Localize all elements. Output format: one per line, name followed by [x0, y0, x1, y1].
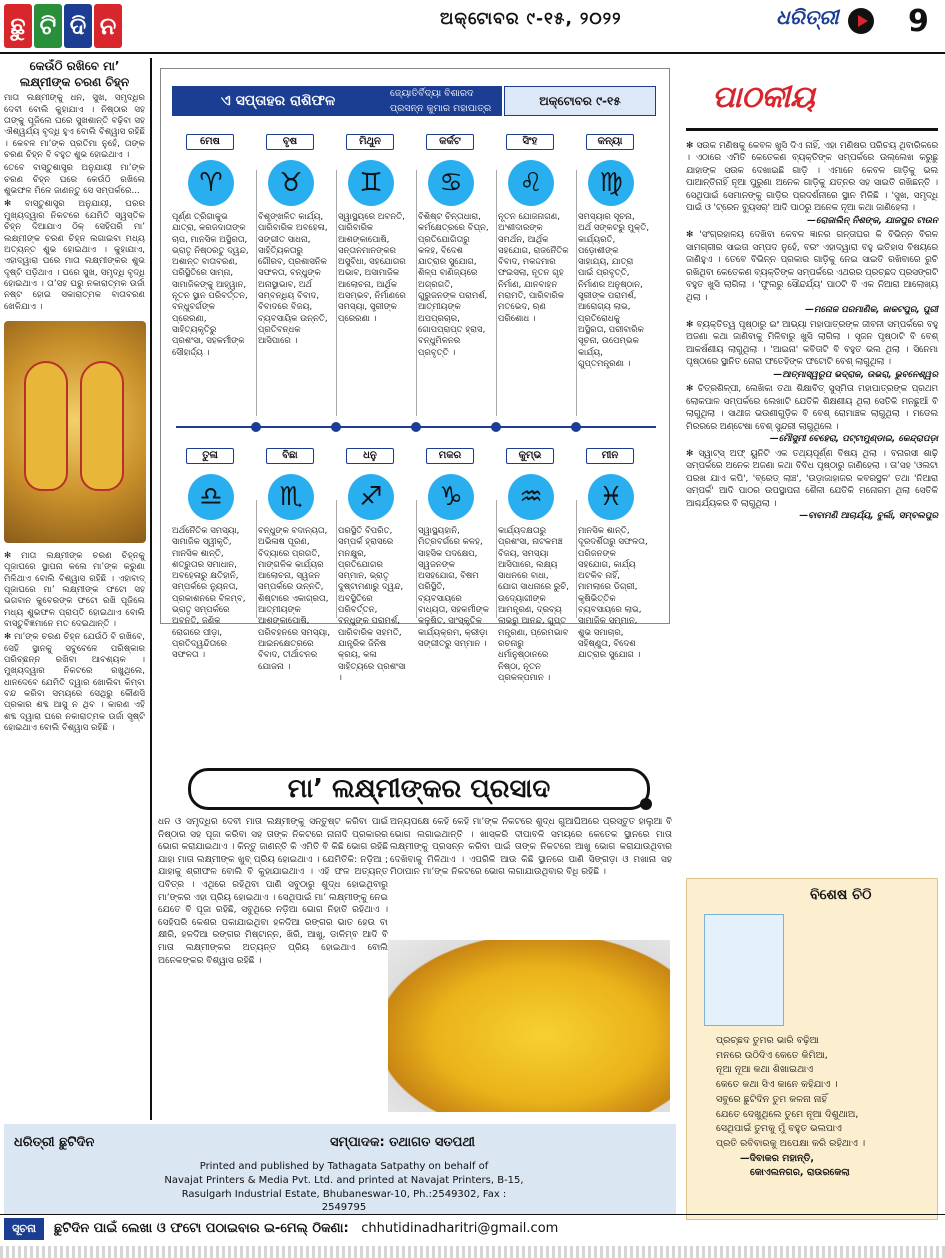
notice-label: ସୂଚନା [4, 1218, 44, 1240]
poem-line: ସବୁରେ ଛୁଟିଦିନ ତୁମ କଳନା ନାହିଁ [716, 1093, 827, 1105]
left-article-para: ✻ ମାତା ଲକ୍ଷ୍ମୀଙ୍କ ଚରଣ ଚିହ୍ନକୁ ପୂଜାଘରେ ସ୍ଥାପନା କଲେ ମା’ଙ୍କ କରୁଣା ମିଳିଥାଏ ବୋଲି ବିଶ୍ୱାସ ରହିଛି । ଏହାବାଦ୍ ପୂଜାଘରେ ମା’ ଲକ୍ଷ୍ମୀଙ୍କ ଫଟୋ ସହ ଭଗବାନ କୁବେରଙ୍କ ଫଟୋ ରଖି ପୂଜିଲେ ମଧ୍ୟ ଶୁଭଫଳ ପ୍ରାପ୍ତି ହୋଇଥାଏ ବୋଲି ବାସ୍ତୁବିଜ୍ଞମାନେ ମତ ଦେଇଥାନ୍ତି । [4, 550, 145, 629]
left-foot-shape [24, 361, 68, 491]
title-dot [640, 798, 652, 810]
dharitri-logo: ଧରିତ୍ରୀ [776, 5, 839, 29]
sign-dhanu [332, 448, 412, 684]
author-line: ପ୍ରସନ୍ନ କୁମାର ମହାପାତ୍ର [390, 103, 492, 114]
sign-forecast: ସମସ୍ୟାର ସୂଚନା, ଅର୍ଥ ସଙ୍କଟରୁ ମୁକ୍ତି, କାର୍ଯ୍ୟରତି, ପଡ଼ୋଶୀଙ୍କ ସାହାଯ୍ୟ, ଯାତ୍ରା ପାଇଁ ପ୍ରବୃତ୍ତି, ନିର୍ମାଣର ଅନୁଷ୍ଠାନ, ସ୍ତ୍ରୀଙ୍କ ପରାମର୍ଶ, ଆରୋଗ୍ୟ ଲାଭ, ପ୍ରତିରୋଧକୁ ଅସ୍ଥିରତା, ପରୀବାରିକ ସୂଚନା, ଉପେମ୍ଭକ କାର୍ଯ୍ୟ, ଗୁପ୍ତମନ୍ତ୍ରଣା । [578, 212, 650, 369]
sign-forecast: ମାନସିକ ଶାନ୍ତି, ଦୂରଦର୍ଶିତାରୁ ସଫଳତା, ପରିଜନଙ୍କ ସହଯୋଗ, କାର୍ଯ୍ୟ ଅଟକିବ ନାହିଁ, ମାମଲାରେ ଡିଗ୍ରୀ, କୃଷିଭିତ୍ତିକ ବ୍ୟବସାୟରେ ଲାଭ, ସାମାଜିକ ସମ୍ମାନ, ଶୁଭ ସମାଚାର, ସହିଷ୍ଣୁତା, ବିଦେଶ ଯାତ୍ରାର ସୁଯୋଗ । [578, 526, 648, 661]
notice-text [54, 1220, 558, 1237]
prasad-column-2: ଅନ୍ୟପକ୍ଷେ କେହି କେହି ମା’ଙ୍କ ନିକଟରେ ଶୁଦ୍ଧ ଗୁଆଘିଅରେ ପ୍ରସ୍ତୁତ ହାଲୁଆ ବି ଭୋଗ ଲଗାଇଥାନ୍ତି । ଖାସ୍‌କରି ଦୀପାବଳି ସମୟରେ କେତେକ ସ୍ଥାନରେ ମାତା ଲକ୍ଷ୍ମୀଙ୍କୁ ପ୍ରସନ୍ନ କରିବା ପାଇଁ ତାଙ୍କ ନିକଟରେ ଆଖୁ ଭୋଗ କରାଯାଉଥିବାର ଦେଖିବାକୁ ମିଳିଥାଏ । ଏପରିକି ଆଉ କିଛି ସ୍ଥାନରେ ପାଣି ସିଙ୍ଗଡ଼ା ଓ ମଖାନା ସହ ମିଠାପାନ ମା’ଙ୍କ ନିକଟରେ ଭୋଗ ଲଗାଯାଉଥିବାର ବିଧି ରହିଛି । [390, 817, 672, 878]
poem-line: କେତେ କଥା ସିଏ କାନେ କହିଯାଏ । [716, 1079, 838, 1091]
divider-dot [411, 422, 421, 432]
archer-icon: ♐ [348, 474, 394, 520]
sign-name: ଧନୁ [346, 448, 394, 464]
sign-mesha [172, 134, 252, 359]
sign-forecast: ଅର୍ଥନୈତିକ ସମସ୍ୟା, ସାମାଜିକ ସ୍ୱୀକୃତି, ମାନସିକ ଶାନ୍ତି, ଶତ୍ରୁତାର ସମାଧାନ, ଅବହେଳାରୁ କ୍ଷତିହାନି, ସମ୍ପର୍କରେ ନ୍ୟୁନତା, ପ୍ରକାଶନରେ ବିଳମ୍ବ, ଭ୍ରାତୃ ସମ୍ପର୍କରେ ଅବନତି, ଜଣିକ ରୋଗରେ ପୀଡ଼ା, ପ୍ରତିଦ୍ୱନ୍ଦିତାରେ ସଫଳତା । [172, 526, 246, 661]
sign-karkata [412, 134, 492, 359]
letter-signature: —ରୋଜାଲିନ୍ ନିଶଙ୍କ, ଯାଜପୁର ଟାଉନ [807, 215, 938, 226]
left-article [4, 58, 152, 1120]
imprint-line: Navajat Printers & Media Pvt. Ltd. and printed at Navajat Printers, B-15, [164, 1174, 524, 1186]
divider-dot [491, 422, 501, 432]
horoscope-header [160, 80, 670, 120]
ram-icon: ♈ [188, 160, 234, 206]
left-article-para: ✻ ମା’ଙ୍କ ଚରଣ ଚିହ୍ନ ଯେଉଁଠି ବି ରଖିବେ, ସେହି ସ୍ଥାନକୁ ସବୁବେଳେ ପରିଷ୍କାର ପରିଚ୍ଛନ୍ନ ରଖିବା ଆବଶ୍ୟକ । ମୁଖ୍ୟଦ୍ୱାର ନିକଟରେ ରଖୁଥିଲେ, ଧାନଦେବେ ଯେମିତି ଦ୍ୱାର ଖୋଲିବା କିମ୍ବା ବନ୍ଦ କରିବା ସମୟରେ ସେଥିରୁ କୌଣସି ପ୍ରକାର ଶବ୍ଦ ଆସୁ ନ ଥିବ । କାରଣ ଏହି ଶବ୍ଦ ଦ୍ୱାରା ଘରେ ନକାରାତ୍ମକ ଉର୍ଜା ସୃଷ୍ଟି ହୋଇଥାଏ ବୋଲି ବିଶ୍ୱାସ ରହିଛି । [4, 632, 145, 734]
bull-icon: ♉ [268, 160, 314, 206]
issue-date: ଅକ୍ଟୋବର ୯-୧୫, ୨୦୨୨ [440, 9, 622, 29]
sign-forecast: ବିଶୃଙ୍ଖଳିତ କାର୍ଯ୍ୟ, ପାରିବାରିକ ଅବହେଳା, ସଙ୍ଗୀତ ସାଧନା, ସାହିତ୍ୟିକତାରୁ ଗୌରବ, ପ୍ରଶାସନିକ ସଫଳତା, ବନ୍ଧୁଙ୍କ ଅନାସ୍ଥାଭାବ, ଅର୍ଥ ସମ୍ବନ୍ଧିୟ ବିବାଦ, ବିବାଦରେ ବିଜୟ, ବ୍ୟବସାୟିକ ଉନ୍ନତି, ପ୍ରତିବନ୍ଧକ ଆସିପାରେ । [258, 212, 328, 347]
special-letter-poem [716, 1034, 938, 1181]
poem-line: ପ୍ରଚ୍ଛଦ ତୁମର ଭାରି ବଢ଼ିଆ [716, 1035, 819, 1046]
author-line: ଜ୍ୟୋତିର୍ବିଦ୍ୟା ବିଶାରଦ [390, 88, 474, 99]
sign-name: ମିଥୁନ [346, 134, 394, 150]
letter-text: ✻ ସଉକ ମଣିଷକୁ କେବଳ ଖୁସି ଦିଏ ନାହିଁ, ଏହା ମଣିଷର ପରିଚୟ ଥିବାରିକରେ । ଏଠାରେ ଏମିତି କେତେକଣ ବ୍ୟକ୍ତିଙ୍କ ସମ୍ପର୍କରେ ଉଲ୍ଲେଖ କରୁଛୁ ଯାହାଙ୍କ ସଉକ ଦେଖାଇଛି ଗାଡ଼ି । ଏମାନେ କେବଳ ଗାଡ଼ିକୁ ଭଲ ପାଆନ୍ତିନାହିଁ ନୂଆ ପୁରୁଣା ଅନେକ ଗାଡ଼ିକୁ ଯତ୍ନର ସହ ସାଇତି ରଖିଛନ୍ତି । ସେଥିପାଇଁ ସେମାନଙ୍କୁ ଗାଡ଼ିର ପ୍ରଦର୍ଶନୀରେ ସ୍ଥାନ ମିଳିଛି । 'ସୁଖ, ସମୃଦ୍ଧି ପାଇଁ ଓ 'ଟ୍ରେନ ବ୍ୟୁସର୍' ଆଦି ପାଠରୁ ଅନେକ ନୂଆ କଥା ଜାଣିହେଲା । [686, 141, 938, 214]
lakshmi-feet-image [4, 321, 146, 543]
horoscope-date: ଅକ୍ଟୋବର ୯-୧୫ [504, 86, 656, 116]
sign-tula [172, 448, 252, 662]
readers-letters [686, 140, 938, 525]
sign-brusha [252, 134, 332, 348]
sign-name: ମକର [426, 448, 474, 464]
scales-icon: ♎ [188, 474, 234, 520]
sign-name: କର୍କଟ [426, 134, 474, 150]
left-article-para: ମାତା ଲକ୍ଷ୍ମୀଙ୍କୁ ଧନ, ସୁଖ, ସମୃଦ୍ଧିର ଦେବୀ ବୋଲି କୁହାଯାଏ । ନିଷ୍ଠାର ସହ ତାଙ୍କୁ ପୂଜିଲେ ଘରେ ସୁଖଶାନ୍ତି ବଢ଼ିବା ସହ ଐଶ୍ୱର୍ଯ୍ୟ ବୃଦ୍ଧି ହୁଏ ବୋଲି ବିଶ୍ୱାସ ରହିଛି । କେବଳ ମା’ଙ୍କ ପ୍ରତିମା ନୁହେଁ, ତାଙ୍କ ଚରଣ ଚିହ୍ନ ବି ବହୁତ ଶୁଭ ହୋଇଥାଏ । [4, 93, 145, 161]
horoscope-author [384, 86, 502, 116]
left-article-title: କେଉଁଠି ରଖିବେ ମା’ ଲକ୍ଷ୍ମୀଙ୍କ ଚରଣ ଚିହ୍ନ [19, 59, 130, 90]
special-letter-title: ବିଶେଷ ଚିଠି [810, 887, 872, 903]
page-number: 9 [908, 4, 929, 39]
letter-text: ✻ ସ୍ୱାଟ୍ସ୍ ଅଫ୍ ୟୁନିଟି ଏକ ତଥ୍ୟପୂର୍ଣ୍ଣ ବିଷୟ ଥିଲା । ବନାରସୀ ଶାଢ଼ି ସମ୍ପର୍କରେ ଅନେକ ଅଜଣା କଥା ବିବିଧ ପୃଷ୍ଠାରୁ ଜାଣିହେଲା । ତା’ସହ 'ଓଲଟା ପରଖ ଯାଏ କପି', 'ବ୍ରେଡ୍ ଲାଞ୍ଚ', 'ଉଡ଼ାଜାହାଜର କବରସ୍ଥଳ' ତଥା 'ନିଆରା ସମ୍ପର୍କ' ଆଦି ପାଠର ଉପସ୍ଥାପନା ଶୈଳୀ ଯେତିକି ମନୋରମ ଥିଲା ସେତିକି ଆଶ୍ଚର୍ଯ୍ୟକର ବି ଲାଗୁଥିଲା । [686, 448, 938, 509]
letter-text: ✻ ଚିତ୍ରଶିଳ୍ପୀ, ଲେଖିକା ତଥା ଶିକ୍ଷାବିତ୍ ସୁସ୍ମିତା ମହାପାତ୍ରଙ୍କ ପ୍ରଥମ ଲୋକପାଳ ସମ୍ପର୍କରେ ଲେଖାଟି ଯେତିକି ଶିକ୍ଷଣୀୟ ଥିଲା ସେତିକି ମନଛୁଆଁ ବି ଲାଗୁଥିଲା । ସାଥୀଜ ଭଉଣୀଗୁଡ଼ିକ ବି ବେଶ୍ ରୋମାଞ୍ଚକ ଲାଗୁଥିଲା । ମଡେଲ ମିରରରେ ଅଣ୍ଟେଷା ବେଶ୍ ସୁନ୍ଦରୀ ଲାଗୁଥିଲେ । [686, 384, 938, 432]
letter-text: ✻ 'ସଂଗ୍ରହାଳୟ ଦେଖିବା କେବଳ ଜ୍ଞାନର ଗନ୍ତାଘର କି ବିଭିନ୍ନ ବିରଳ ସାମଗ୍ରୀର ସାଇତା ସମ୍ପଦ ନୁହେଁ, ବରଂ ଏହାଦ୍ୱାରା ବହୁ ଇତିହାସ ବିଷୟରେ ଜାଣିହୁଏ । ତେବେ ବିଭିନ୍ନ ପ୍ରକାର ଗାଡ଼ିକୁ ନେଇ ସାଇତି ରଖିବାରେ ରୁଚି ରଖିଥିବା କେତେକଣ ବ୍ୟକ୍ତିଙ୍କ ସମ୍ପର୍କରେ ଏଥରର ପ୍ରଚ୍ଛଦ ପ୍ରସଙ୍ଗଟି ବହୁତ ଖୁସି ଲାଗିଲା । 'ଫୁଲରୁ ସୌନ୍ଦର୍ଯ୍ୟ' ପାଠଟି ବି ଏକ ନିଆରା ଆଲୋଖ୍ୟ ଥିଲା । [686, 230, 938, 303]
prasad-title: ମା’ ଲକ୍ଷ୍ମୀଙ୍କର ପ୍ରସାଦ [188, 768, 650, 810]
fish-icon: ♓ [588, 474, 634, 520]
sign-name: କନ୍ୟା [586, 134, 634, 150]
imprint-text [164, 1160, 524, 1215]
sign-forecast: ବିଶିଷ୍ଟ ଚିନ୍ତାଧାରା, କର୍ମକ୍ଷେତ୍ରରେ ବିଘ୍ନ, ପ୍ରତିଯୋଗିତାରୁ କଳହ, ବିଦେଶ ଯାତ୍ରାର ସୁଯୋଗ, ଶିଳ୍ପ ବାଣିଜ୍ୟରେ ଅଗ୍ରଗତି, ଗୁରୁଜନଙ୍କ ପରାମର୍ଶ, ଆତ୍ମୀୟଙ୍କ ଅପପ୍ରଚାର, ଗୋପପ୍ରାପ୍ତ ହ୍ରାସ, ବନ୍ଧୁମିଳନର ପ୍ରବୃତ୍ତି । [418, 212, 489, 358]
sign-mithuna [332, 134, 412, 325]
poem-signature: —ଦିବାକର ମହାନ୍ତି, [740, 1152, 814, 1164]
brand-letter: ଟି [34, 4, 62, 48]
sign-name: କୁମ୍ଭ [506, 448, 554, 464]
sign-forecast: ସ୍ୱାସ୍ଥ୍ୟହାନି, ମିତ୍ରବର୍ଗରେ କଳହ, ସାହସିକ ପଦକ୍ଷେପ, ସ୍ୱଜନଙ୍କ ଅସହଯୋଗ, ବିଷମ ପରିସ୍ଥିତି, ବ୍ୟବସାୟରେ ବାଧ୍ୟତା, ସହକର୍ମୀଙ୍କ କଳୁଷିତ, ସାଂସ୍କୃତିକ କାର୍ଯ୍ୟକ୍ରମ, କ୍ରୀଡ଼ା ସଙ୍ଗୀତରୁ ସମ୍ମାନ । [418, 526, 489, 649]
left-article-para: ତେବେ ବାସ୍ତୁଶାସ୍ତ୍ର ଅନୁଯାୟୀ ମା’ଙ୍କ ଚରଣ ଚିହ୍ନ ଘରେ କେଉଁଠି ରଖିଲେ ଶୁଭଫଳ ମିଳେ ଜାଣନ୍ତୁ ସେ ସମ୍ପର୍କରେ... [4, 163, 145, 197]
imprint-line: Printed and published by Tathagata Satpathy on behalf of [199, 1161, 489, 1172]
sign-forecast: ପରସ୍ଥିତି ବିପରିତ, ସମ୍ପର୍କ ହ୍ରାସରେ ମନକ୍ଷୁର, ପ୍ରତିଯୋଗର ସମ୍ମାନ, ଭ୍ରାତୃ ଦୁଷ୍ଟାମଣାରୁ ଦ୍ୱନ୍ଦ, ଅବସ୍ଥିତିରେ ପରିବର୍ତ୍ତନ, ବନ୍ଧୁଙ୍କ ପରାମର୍ଶ, ପାରିବାରିକ ସହମତି, ଯାନ୍ତ୍ରିକ ଜିନିଷ କ୍ରୟ, କଳା ସାହିତ୍ୟରେ ପ୍ରଶଂସା । [338, 526, 406, 683]
letter-text: ✻ ବ୍ୟକ୍ତିତ୍ୱ ପୃଷ୍ଠାରୁ ଇଂ ଆଭ୍ୟା ମହାପାତ୍ରଙ୍କ ଜୀବନୀ ସମ୍ପର୍କରେ ବହୁ ଅଜଣା କଥା ଜାଣିବାକୁ ମିଳିବାରୁ ଖୁସି ଲାଗିଲା । ସୃଜନ ପୃଷ୍ଠାଟି ବି ବେଶ୍ ଆକର୍ଷଣୀୟ ଲାଗୁଥିଲା । 'ଆଇନା' କବିତାଟି ବି ବହୁତ ଭଲ ଥିଲା । ସିନେମା ପୃଷ୍ଠାରେ ସ୍ଥାନିତ ନୋରା ଫତେହିଙ୍କ ଫଟୋଟି ବେଶ୍ ଲାଗୁଥିଲା । [686, 319, 938, 368]
maiden-icon: ♍ [588, 160, 634, 206]
contact-email-link[interactable]: chhutidinadharitri@gmail.com [361, 1221, 559, 1236]
divider-dot [251, 422, 261, 432]
poem-line: ମନରେ ଉଠିଦିଏ କେତେ କିମିଆ, [716, 1049, 828, 1061]
crab-icon: ♋ [428, 160, 474, 206]
sign-forecast: କାର୍ଯ୍ୟଦକ୍ଷତାରୁ ପ୍ରଶଂସା, ନାଟକମଞ୍ଚ ବିଜୟ, ସମସ୍ୟା ଆସିପାରେ, ଲକ୍ଷ୍ୟ ସାଧନରେ ବାଧା, ଯୋଗ ସାଧନାରେ ରୁଚି, ଉଦ୍ୟୋଗୀଙ୍କ ଆମନ୍ତ୍ରଣ, ଦ୍ରବ୍ୟ ଲାଭରୁ ଆନନ୍ଦ, ଗୁପ୍ତ ମନ୍ତ୍ରଣା, ପ୍ରେମଭାବ ରଚନାରୁ ଧର୍ମାନୁଷ୍ଠାନରେ ନିଷ୍ଠା, ନୂତନ ପ୍ରକଳ୍ପମାନ । [498, 526, 569, 683]
letter-signature: —ମୌସୁମୀ ବେହେରା, ପଟ୍ଟାମୁଣ୍ଡାଇ, କେନ୍ଦ୍ରାପଡ଼ା [769, 434, 938, 445]
sign-name: ତୁଳା [186, 448, 234, 464]
letter-signature: —ମନୋଜ ପରମାଣିକ, ଜାକଟପୁର, ପୁରୀ [805, 305, 938, 316]
readers-page-title: ପାଠକୀୟ [712, 80, 815, 115]
header-rule [0, 52, 945, 54]
poem-signature-place: କୋଏଲନଗର, ରାଉରକେଲା [750, 1167, 850, 1179]
left-article-para: ✻ ବାସ୍ତୁଶାସ୍ତ୍ର ଅନୁଯାୟୀ, ଘରର ମୁଖ୍ୟଦ୍ୱାର ନିକଟରେ ଯେମିତି ସ୍ୱସ୍ତିକ ଚିହ୍ନ ଦିଆଯାଏ ଠିକ୍ ସେହିପରି ମା’ ଲକ୍ଷ୍ମୀଙ୍କ ଚରଣ ଚିହ୍ନ ଲଗାଇବା ମଧ୍ୟ ଅତ୍ୟନ୍ତ ଶୁଭ ହୋଇଥାଏ । କୁହାଯାଏ, ଏହାଦ୍ୱାରା ଘରେ ମାତା ଲକ୍ଷ୍ମୀଙ୍କର ଶୁଭ ଦୃଷ୍ଟି ପଡ଼ିଥାଏ । ଘରେ ସୁଖ, ସମୃଦ୍ଧି ବୃଦ୍ଧି ହୋଇଥାଏ । ତା’ସହ ଘରୁ ନକାରାତ୍ମକ ଉର୍ଜା ନଷ୍ଟ ହୋଇ ସକାରାତ୍ମକ ବାତାବରଣ ଖେଳିଯାଏ । [4, 199, 145, 312]
scorpion-icon: ♏ [268, 474, 314, 520]
letter-signature: —ଆତ୍ମାସ୍ୱରୂପ ଭଦ୍ରାକ, ଉଭରା, ଭୁବନେଶ୍ୱର [773, 369, 938, 380]
sign-name: ବିଛା [266, 448, 314, 464]
sign-forecast: ପୂର୍ଣ୍ଣ ତ୍ରିଗାକୁଭ ଯାତ୍ରା, କରଜଦାତାଙ୍କ ଚାପ, ମାନସିକ ଅସ୍ଥିରତା, ଭ୍ରାତୃ ନିଷ୍ଠରତୁ ଦ୍ୱନ୍ଦ, ଅଶାନ୍ତ ବାତାବରଣ, ପରିସ୍ଥିତିରେ ସାମ୍ନା, ସାମାଜିକଙ୍କୁ ଆହ୍ୱାନ, ନୂତନ ସ୍ଥାନ ପରିବର୍ତ୍ତନ, ବନ୍ଧୁବର୍ଗଙ୍କ ପ୍ରେରଣା, ସାହିତ୍ୟକୃତିରୁ ପ୍ରଶଂସା, ସହକର୍ମୀଙ୍କ ସୌହାର୍ଦ୍ଦ୍ୟ । [172, 212, 249, 358]
sign-kumbha [492, 448, 572, 684]
goat-icon: ♑ [428, 474, 474, 520]
sign-mina [572, 448, 652, 662]
sign-simha [492, 134, 572, 325]
sign-name: ମୀନ [586, 448, 634, 464]
brand-letter: ଦି [64, 4, 92, 48]
water-bearer-icon: ♒ [508, 474, 554, 520]
sign-name: ବୃଷ [266, 134, 314, 150]
poem-line: ପ୍ରତି ରବିବାରକୁ ଅପେକ୍ଷା କରି ରହିଥାଏ । [716, 1138, 866, 1150]
brand-letter: ନ [94, 4, 122, 48]
sign-bichha [252, 448, 332, 673]
brand-letter: ଛୁ [4, 4, 32, 48]
lion-icon: ♌ [508, 160, 554, 206]
play-icon [848, 8, 874, 34]
bottom-rule [0, 1214, 945, 1215]
divider-dot [571, 422, 581, 432]
sign-name: ମେଷ [186, 134, 234, 150]
poem-line: ଯେତେ ଦେଖୁଥିଲେ ତୁମେ ନୂଆ ଦିଶୁଥାଅ, [716, 1108, 859, 1120]
sign-kanya [572, 134, 652, 370]
horoscope-title: ଏ ସପ୍ତାହର ରାଶିଫଳ [172, 86, 384, 116]
page-bottom-strip [0, 1246, 945, 1258]
readers-rule [686, 128, 938, 131]
sign-name: ସିଂହ [506, 134, 554, 150]
sign-forecast: ନୂତନ ଯୋଜନାଗଣ, ଅଂଶୀଦାରଙ୍କ ସମର୍ଥନ, ଆର୍ଥିକ ସହଯୋଗ, ରାଜନୈତିକ ବିବାଦ, ମକଦ୍ଦମାର ଫଇସଲା, ନୂତନ ଗୃହ ନିର୍ମାଣ, ଯାନବାହନ ମରାମତି, ପାରିବାରିକ ମତଭେଦ, ଋଣ ପରିଶୋଧ । [498, 212, 569, 324]
masthead [0, 0, 945, 52]
right-foot-shape [80, 361, 124, 491]
saffron-rice-image [388, 940, 670, 1112]
poem-line: ନୂଆ ନୂଆ କଥା ଶିଖାଇଥାଏ [716, 1064, 814, 1076]
sign-makara [412, 448, 492, 650]
imprint-line: Rasulgarh Industrial Estate, Bhubaneswar-10, Ph.:2549302, Fax : 2549795 [181, 1188, 507, 1214]
magazine-cover-image [704, 914, 784, 1026]
brand-logo [4, 4, 122, 48]
letter-signature: —ବାବାମଣି ଆଚାର୍ଯ୍ୟ, ବୁର୍ଲା, ସମ୍ବଲପୁର [799, 511, 938, 522]
imprint-editor: ସମ୍ପାଦକ: ତଥାଗତ ସତପଥୀ [330, 1135, 475, 1150]
sign-forecast: ବନ୍ଧୁଙ୍କ ବଦାନ୍ୟତା, ଅଭିଳାଷ ପୂରଣ, ବିଦ୍ୟାରେ ପ୍ରଗତି, ମାଙ୍ଗଳିକ କାର୍ଯ୍ୟର ଆଲୋଚନା, ସ୍ୱଜନ ସମ୍ପର୍କରେ ଉନ୍ନତି, ଶିଷ୍ଟାରେ ଏକାଗ୍ରତା, ଆତ୍ମୀୟଙ୍କ ଆଶଙ୍କାପୋଷି, ପରିବହନରେ ସମସ୍ୟା, ଆଇନକ୍ଷେତ୍ରରେ ବିବାଦ, ତୀର୍ଥାଟନର ଯୋଜନା । [258, 526, 330, 672]
prasad-column-1: ଧନ ଓ ସମୃଦ୍ଧିର ଦେବୀ ମାତା ଲକ୍ଷ୍ମୀଙ୍କୁ ସନ୍ତୁଷ୍ଟ କରିବା ପାଇଁ ନିଷ୍ଠାର ସହ ପୂଜା କରିବା ସହ ତାଙ୍କ ନିକଟରେ ନାନାଦି ପ୍ରକାରର ଭୋଗ କରାଯାଇଥାଏ । କିନ୍ତୁ ଜାଣନ୍ତି କି ଏମିତି ବି କିଛି ଭୋଗ ରହିଛି ଯାହା ମାତା ଲକ୍ଷ୍ମୀଙ୍କ ଖୁବ୍ ପ୍ରିୟ ହୋଇଥାଏ । ଯେମିତିକି: ନଡ଼ିଆ ; ଯାହାକୁ ଶ୍ରୀଫଳ ବୋଲି ବି କୁହାଯାଇଥାଏ । ଏହି ଫଳ ଅତ୍ୟନ୍ତ ପବିତ୍ର । ଏଥିରେ ରହିଥିବା ପାଣି ସବୁଠାରୁ ଶୁଦ୍ଧ ହୋଇଥିବାରୁ ମା’ଙ୍କର ଏହା ପ୍ରିୟ ହୋଇଥାଏ । ସେଥିପାଇଁ ମା’ ଲକ୍ଷ୍ମୀଙ୍କୁ ନେଇ ଯେତେ ବି ପୂଜା ରହିଛି, ସବୁଥିରେ ନଡ଼ିଆ ଭୋଗ ନିହାତି ରହିଥାଏ । ସେହିପରି କେଶର ପକାଯାଇଥିବା ହଳଦିଆ ରଙ୍ଗର ଭାତ ହେଉ ବା କ୍ଷୀରି, ହଳଦିଆ ରଙ୍ଗର ମିଷ୍ଟାନ୍ନ, ଖିରି, ଆଖୁ, ଡାଳିମ୍ବ ଆଦି ବି ମାତା ଲକ୍ଷ୍ମୀଙ୍କର ଅତ୍ୟନ୍ତ ପ୍ରିୟ ହୋଇଥାଏ ବୋଲି ଅନେକଙ୍କର ବିଶ୍ୱାସ ରହିଛି । [158, 817, 388, 966]
divider-dot [331, 422, 341, 432]
imprint-name: ଧରିତ୍ରୀ ଛୁଟିଦିନ [14, 1135, 95, 1150]
twins-icon: ♊ [348, 160, 394, 206]
notice-message: ଛୁଟିଦିନ ପାଇଁ ଲେଖା ଓ ଫଟୋ ପଠାଇବାର ଇ-ମେଲ୍ ଠିକଣା: [54, 1221, 349, 1236]
poem-line: ସେଥିପାଇଁ ତୁମକୁ ମୁଁ ବହୁତ ଭଲପାଏ [716, 1123, 842, 1135]
sign-forecast: ସ୍ୱାସ୍ଥ୍ୟରେ ଅବନତି, ପାରିବାରିକ ଆଶଙ୍କାପୋଷି, ସନ୍ତାନମାନଙ୍କର ଅସୁବିଧା, ସହଯୋଗର ଅଭାବ, ଅସାମାଜିକ ଆଲୋଚନା, ଆର୍ଥିକ ଅସମ୍ଭବ, ନିର୍ମାଣରେ ସମସ୍ୟା, ସ୍ତ୍ରୀଙ୍କ ପ୍ରେରଣା । [338, 212, 406, 324]
